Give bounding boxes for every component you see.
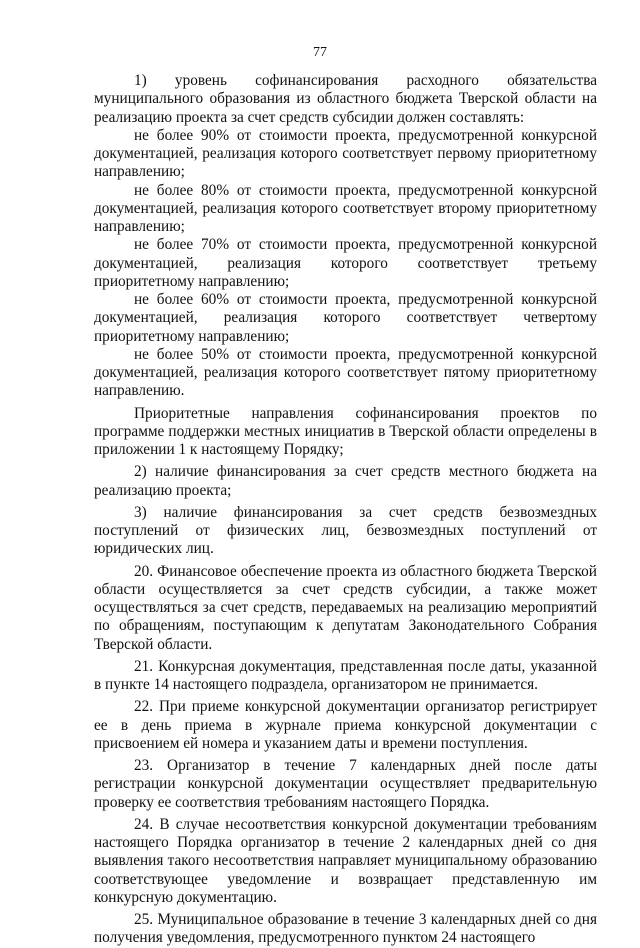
paragraph-22: 22. При приеме конкурсной документации организатор регистрирует ее в день приема в журнале приема конкурсной документации с присвоением ей номера и указанием даты и времени поступления. [94,698,597,752]
paragraph-23: 23. Организатор в течение 7 календарных дней после даты регистрации конкурсной документации осуществляет предварительную проверку ее соответствия требованиям настоящего Порядка. [94,757,597,811]
paragraph-priority-directions: Приоритетные направления софинансирования проектов по программе поддержки местных инициатив в Тверской области определены в приложении 1 к настоящему Порядку; [94,404,597,458]
paragraph-limit-80: не более 80% от стоимости проекта, предусмотренной конкурсной документацией, реализация которого соответствует второму приоритетному направлению; [94,181,597,235]
document-body [94,72,597,948]
paragraph-item-1-cofinancing-level: 1) уровень софинансирования расходного обязательства муниципального образования из областного бюджета Тверской области на реализацию проекта за счет средств субсидии должен составлять: [94,72,597,126]
paragraph-20: 20. Финансовое обеспечение проекта из областного бюджета Тверской области осуществляется за счет средств субсидии, а также может осуществляться за счет средств, передаваемых на реализацию мероприятий по обращениям, поступающим к депутатам Законодательного Собрания Тверской области. [94,562,597,653]
page-number: 77 [313,45,327,60]
paragraph-limit-60: не более 60% от стоимости проекта, предусмотренной конкурсной документацией, реализация которого соответствует четвертому приоритетному направлению; [94,291,597,345]
paragraph-limit-70: не более 70% от стоимости проекта, предусмотренной конкурсной документацией, реализация которого соответствует третьему приоритетному направлению; [94,236,597,290]
paragraph-limit-90: не более 90% от стоимости проекта, предусмотренной конкурсной документацией, реализация которого соответствует первому приоритетному направлению; [94,126,597,181]
paragraph-24: 24. В случае несоответствия конкурсной документации требованиям настоящего Порядка организатор в течение 2 календарных дней со дня выявления такого несоответствия направляет муниципальному образованию соответствующее уведомление и возвращает представленную им конкурсную документацию. [94,815,597,906]
paragraph-item-3-donations: 3) наличие финансирования за счет средств безвозмездных поступлений от физических лиц, безвозмездных поступлений от юридических лиц. [94,503,597,558]
paragraph-21: 21. Конкурсная документация, представленная после даты, указанной в пункте 14 настоящего подраздела, организатором не принимается. [94,657,597,693]
paragraph-25: 25. Муниципальное образование в течение 3 календарных дней со дня получения уведомления, предусмотренного пунктом 24 настоящего [94,911,597,947]
paragraph-item-2-local-budget: 2) наличие финансирования за счет средств местного бюджета на реализацию проекта; [94,463,597,499]
paragraph-limit-50: не более 50% от стоимости проекта, предусмотренной конкурсной документацией, реализация которого соответствует пятому приоритетному направлению. [94,345,597,400]
